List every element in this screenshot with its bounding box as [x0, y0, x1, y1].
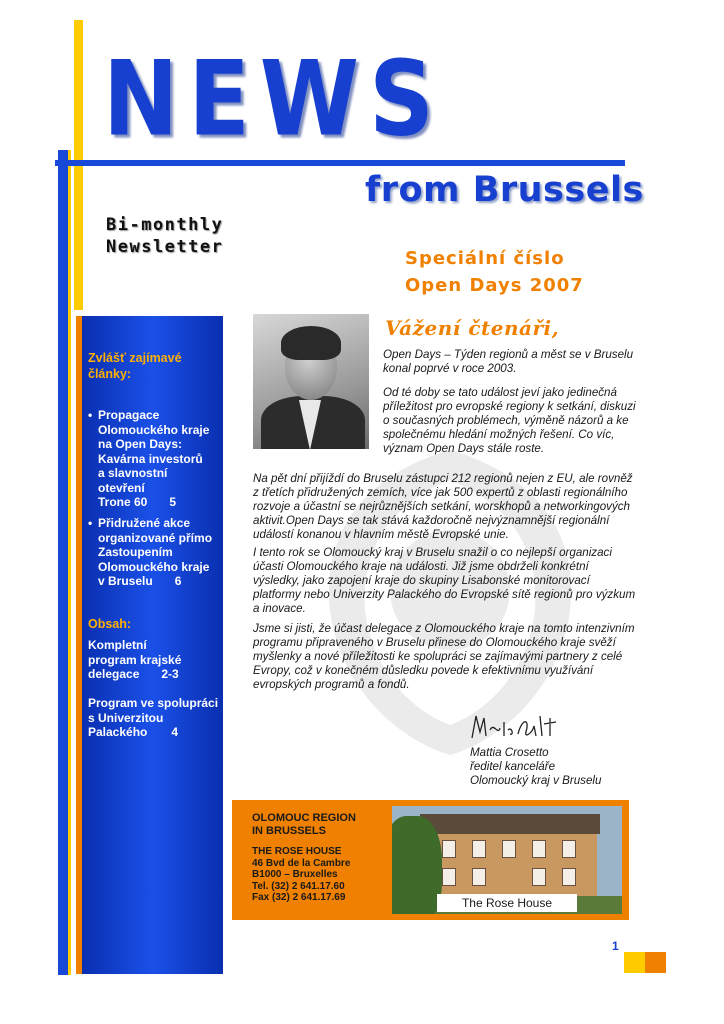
signatory-name: Mattia Crosetto	[470, 746, 549, 759]
yellow-square	[624, 952, 645, 973]
special-line-1: Speciální číslo	[405, 248, 565, 269]
region-line-1: OLOMOUC REGION	[252, 812, 356, 824]
highlight-item[interactable]	[88, 408, 220, 510]
house-name: THE ROSE HOUSE	[252, 846, 342, 857]
list-item-line: a slavnostní	[98, 466, 168, 480]
list-item-line: Palackého	[88, 725, 148, 739]
photo-caption: The Rose House	[437, 894, 577, 912]
list-item-line: Přidružené akce	[98, 516, 191, 530]
text-line: platformy nebo Univerzity Palackého do Evropské sítě regionů pro výzkum	[253, 588, 636, 601]
newsletter-title: NEWS	[103, 38, 444, 160]
street-address: 46 Bvd de la Cambre	[252, 857, 351, 869]
text-line: z třetích přidružených zemích, více jak 500 expertů z oblasti regionálního	[253, 486, 628, 499]
list-item-line: Olomouckého kraje	[98, 559, 210, 574]
blue-vertical-bar	[58, 150, 68, 975]
blue-horizontal-bar	[55, 160, 625, 166]
orange-vertical-bar	[76, 316, 82, 974]
text-line: Open Days – Týden regionů a měst se v Bruselu	[383, 348, 634, 361]
list-item-line: Trone 60	[98, 495, 148, 509]
special-issue-title	[405, 245, 584, 299]
text-line: a inovace.	[253, 602, 306, 615]
text-line: společnému hledání možných řešení. Co víc,	[383, 428, 615, 441]
contents-item[interactable]	[88, 696, 220, 740]
city: B1000 – Bruxelles	[252, 869, 338, 880]
list-item-line: Kavárna investorů	[98, 451, 203, 466]
highlights-heading	[88, 350, 182, 382]
text-line: účasti Olomouckého kraje na události. Již jsme obdrželi konkrétní	[253, 560, 589, 573]
paragraph-intro	[383, 348, 663, 376]
page-number: 1	[612, 939, 619, 953]
page-reference: 5	[169, 495, 177, 509]
paragraph-history	[383, 386, 663, 456]
highlights-heading-line-2: články:	[88, 367, 132, 381]
office-address	[252, 812, 400, 904]
text-line: Od té doby se tato událost jeví jako jedinečná	[383, 386, 617, 399]
signatory-role: ředitel kanceláře	[470, 760, 556, 773]
rose-house-photo	[392, 806, 622, 914]
text-line: výsledky, jako zapojení kraje do skupiny Lisabonské monitorovací	[253, 574, 590, 587]
list-item-line: Propagace	[98, 408, 160, 422]
text-line: rozvoje a účastní se nejrůznějších setkání, worskhopů a networkingových	[253, 500, 630, 513]
highlight-item[interactable]	[88, 516, 220, 589]
text-line: Evropy, což v konečném důsledku povede k efektivnímu využívání	[253, 664, 594, 677]
page-reference: 2-3	[161, 667, 179, 681]
text-line: Na pět dní přijíždí do Bruselu zástupci 212 regionů nejen z EU, ale rovněž	[253, 472, 633, 485]
text-line: evropských programů a fondů.	[253, 678, 410, 691]
list-item-line: organizované přímo	[98, 530, 213, 545]
signature-block	[470, 746, 601, 788]
list-item-line: v Bruselu	[98, 574, 153, 588]
bullet-icon: •	[88, 408, 93, 422]
text-line: událostí konanou v hlavním městě Evropské unie.	[253, 528, 509, 541]
text-line: Jsme si jisti, že účast delegace z Olomouckého kraje na tomto intenzivním	[253, 622, 635, 635]
text-line: konal poprvé v roce 2003.	[383, 362, 517, 375]
greeting: Vážení čtenáři,	[385, 316, 560, 340]
paragraph-participants	[253, 472, 673, 542]
frequency-line-2: Newsletter	[106, 237, 224, 257]
text-line: o současných problémech, výměně názorů a ke	[383, 414, 629, 427]
list-item-line: s Univerzitou	[88, 710, 164, 725]
signatory-organization: Olomoucký kraj v Bruselu	[470, 774, 602, 787]
paragraph-conclusion	[253, 622, 673, 692]
list-item-line: Zastoupením	[98, 545, 173, 559]
list-item-line: Olomouckého kraje	[98, 422, 210, 437]
sidebar	[82, 316, 223, 974]
orange-square	[645, 952, 666, 973]
text-line: význam Open Days stále roste.	[383, 442, 545, 455]
yellow-thin-bar	[68, 150, 71, 975]
paragraph-results	[253, 546, 673, 616]
bullet-icon: •	[88, 516, 93, 530]
text-line: I tento rok se Olomoucký kraj v Bruselu snažil o co nejlepší organizaci	[253, 546, 612, 559]
list-item-line: Kompletní	[88, 638, 147, 652]
phone-number: Tel. (32) 2 641.17.60	[252, 880, 345, 892]
frequency-line-1: Bi-monthly	[106, 215, 224, 235]
page-reference: 6	[174, 574, 182, 588]
page-reference: 4	[171, 725, 179, 739]
contents-heading: Obsah:	[88, 617, 132, 631]
director-photo	[253, 314, 369, 449]
text-line: myšlenky a nové příležitosti ke spolupráci se zajímavými partnery z celé	[253, 650, 623, 663]
frequency-label	[106, 214, 223, 258]
office-info-box	[232, 800, 629, 920]
list-item-line: program krajské	[88, 652, 182, 667]
list-item-line: delegace	[88, 667, 140, 681]
region-line-2: IN BRUSSELS	[252, 825, 326, 837]
list-item-line: otevření	[98, 480, 145, 495]
highlights-heading-line-1: Zvlášť zajímavé	[88, 351, 182, 365]
special-line-2: Open Days 2007	[405, 275, 584, 296]
text-line: programu připraveného v Bruselu přinese do Olomouckého kraje svěží	[253, 636, 616, 649]
contents-item[interactable]	[88, 638, 220, 682]
text-line: aktivit.Open Days se tak stává každoročně nejvýznamnější regionální	[253, 514, 610, 527]
handwritten-signature	[470, 712, 565, 742]
list-item-line: Program ve spolupráci	[88, 696, 219, 710]
fax-number: Fax (32) 2 641.17.69	[252, 892, 346, 903]
newsletter-subtitle: from Brussels	[365, 170, 644, 210]
text-line: příležitost pro evropské regiony k setkání, diskuzi	[383, 400, 636, 413]
list-item-line: na Open Days:	[98, 437, 183, 451]
